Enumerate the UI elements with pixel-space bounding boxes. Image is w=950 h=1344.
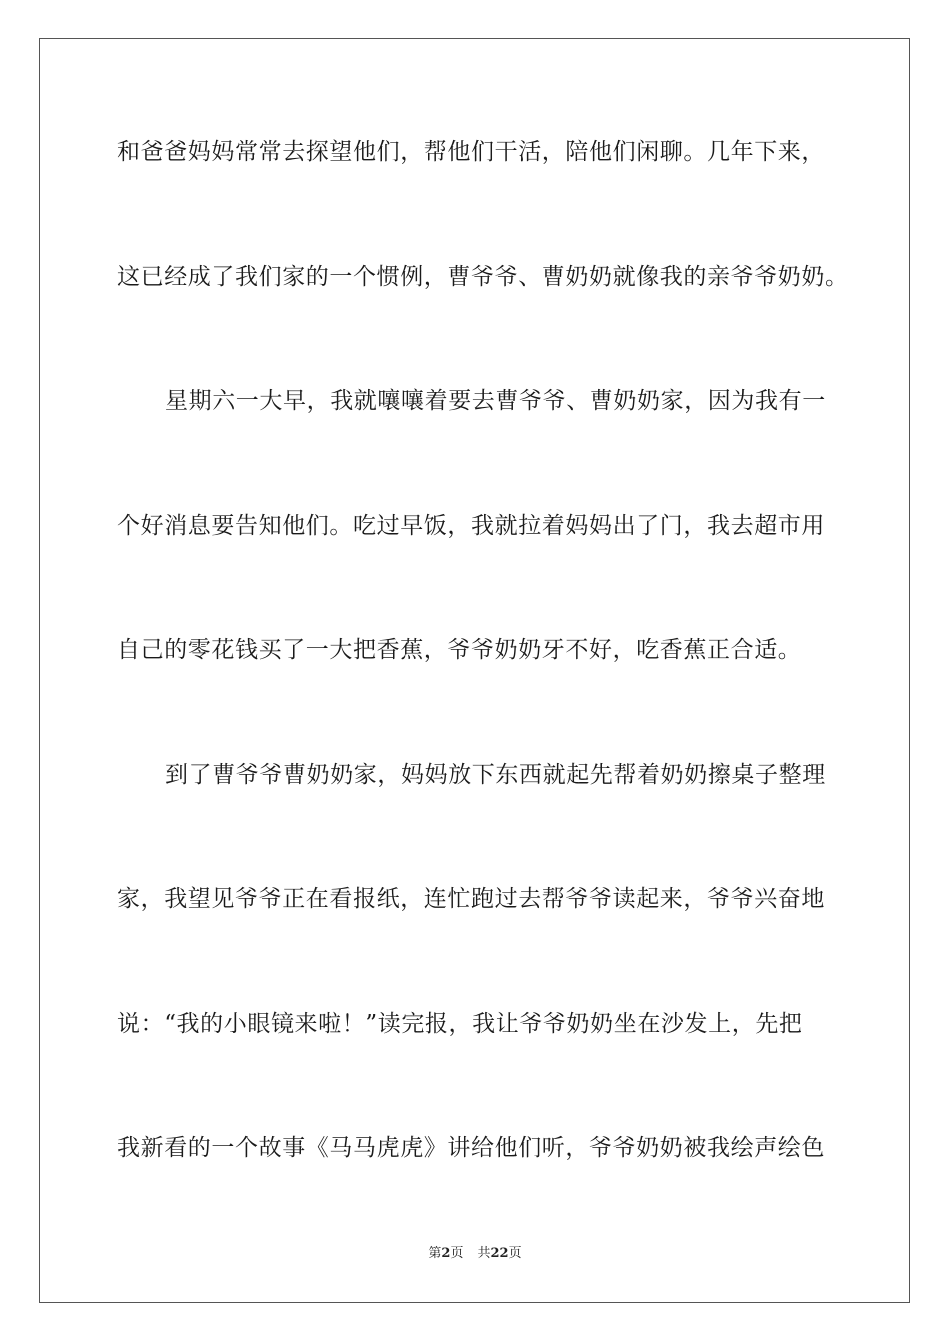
page-border: [39, 38, 910, 1303]
text-line-7: 家，我望见爷爷正在看报纸，连忙跑过去帮爷爷读起来，爷爷兴奋地: [117, 886, 825, 912]
text-line-2: 这已经成了我们家的一个惯例，曹爷爷、曹奶奶就像我的亲爷爷奶奶。: [117, 264, 849, 290]
page-footer: [0, 1245, 950, 1263]
text-line-8: 说：“我的小眼镜来啦！”读完报，我让爷爷奶奶坐在沙发上，先把: [117, 1011, 803, 1037]
page-prefix: 第: [428, 1246, 442, 1261]
text-line-5: 自己的零花钱买了一大把香蕉，爷爷奶奶牙不好，吃香蕉正合适。: [117, 637, 802, 663]
total-pages: 22: [490, 1246, 509, 1261]
page-suffix: 页: [450, 1246, 464, 1261]
text-line-6-paragraph-start: 到了曹爷爷曹奶奶家，妈妈放下东西就起先帮着奶奶擦桌子整理: [165, 762, 826, 788]
total-prefix: 共: [477, 1246, 491, 1261]
page-number: 2: [441, 1246, 451, 1261]
text-line-3-paragraph-start: 星期六一大早，我就嚷嚷着要去曹爷爷、曹奶奶家，因为我有一: [165, 388, 826, 414]
text-line-1: 和爸爸妈妈常常去探望他们，帮他们干活，陪他们闲聊。几年下来，: [117, 139, 825, 165]
total-suffix: 页: [508, 1246, 522, 1261]
text-line-4: 个好消息要告知他们。吃过早饭，我就拉着妈妈出了门，我去超市用: [117, 513, 825, 539]
text-line-9: 我新看的一个故事《马马虎虎》讲给他们听，爷爷奶奶被我绘声绘色: [117, 1135, 825, 1161]
